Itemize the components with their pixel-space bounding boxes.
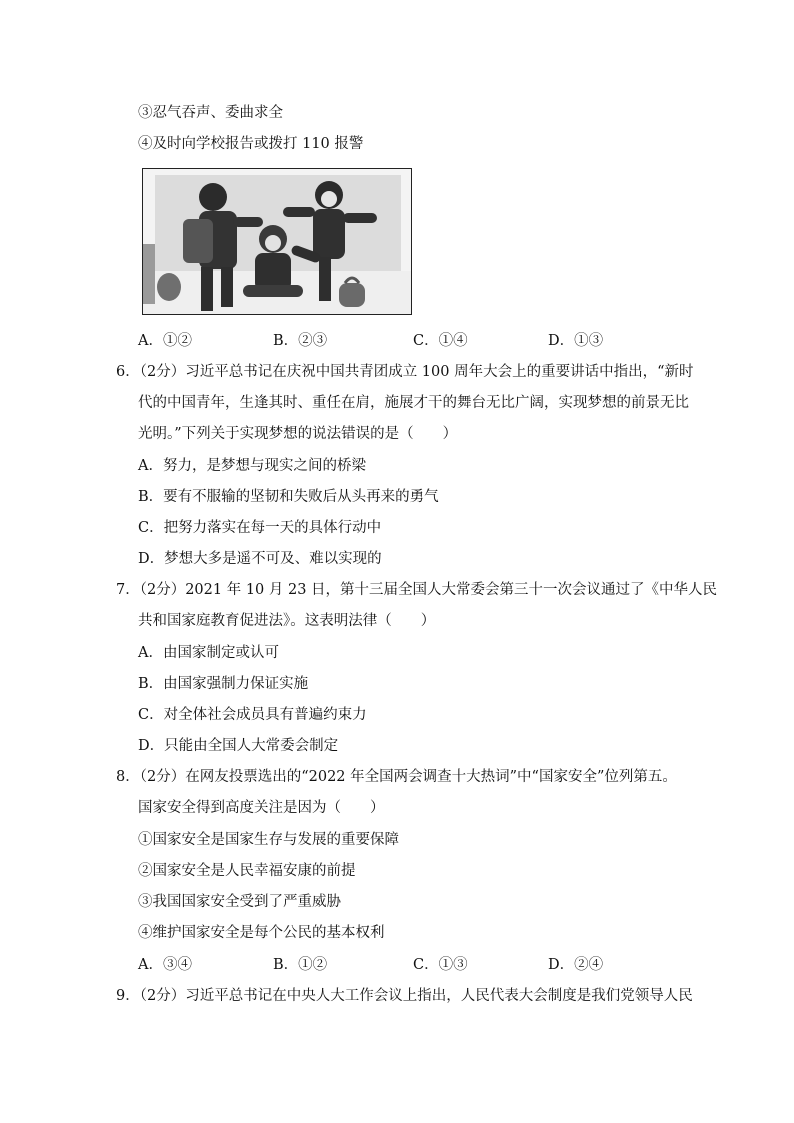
q8-option-d[interactable]: D．②④ [548,957,604,973]
q6-option-c[interactable]: C．把努力落实在每一天的具体行动中 [138,520,382,536]
q6-stem-line-2: 代的中国青年，生逢其时、重任在肩，施展才干的舞台无比广阔，实现梦想的前景无比 [138,395,689,411]
q6-option-a[interactable]: A．努力，是梦想与现实之间的桥梁 [138,458,366,474]
q8-item-3: ③我国国家安全受到了严重威胁 [138,894,341,910]
q8-option-a[interactable]: A．③④ [138,957,192,973]
q7-option-b[interactable]: B．由国家强制力保证实施 [138,676,309,692]
q8-item-1: ①国家安全是国家生存与发展的重要保障 [138,832,399,848]
q8-stem-line-2: 国家安全得到高度关注是因为（ ） [138,800,385,816]
q5-option-c[interactable]: C．①④ [413,333,468,349]
q9-stem-line-1: 9．（2分）习近平总书记在中央人大工作会议上指出，人民代表大会制度是我们党领导人民 [116,988,693,1004]
q6-option-b[interactable]: B．要有不服输的坚韧和失败后从头再来的勇气 [138,489,439,505]
q8-item-4: ④维护国家安全是每个公民的基本权利 [138,925,385,941]
q5-option-a[interactable]: A．①② [138,333,192,349]
q7-option-a[interactable]: A．由国家制定或认可 [138,645,279,661]
q8-option-c[interactable]: C．①③ [413,957,468,973]
q6-stem-line-1: 6．（2分）习近平总书记在庆祝中国共青团成立 100 周年大会上的重要讲话中指出，“新时 [116,364,694,380]
q5-item-3: ③忍气吞声、委曲求全 [138,105,283,121]
q5-item-4: ④及时向学校报告或拨打 110 报警 [138,136,364,152]
q5-option-d[interactable]: D．①③ [548,333,604,349]
q7-stem-line-2: 共和国家庭教育促进法》。这表明法律（ ） [138,613,436,629]
q6-stem-line-3: 光明。”下列关于实现梦想的说法错误的是（ ） [138,426,458,442]
q8-option-b[interactable]: B．①② [273,957,328,973]
q8-item-2: ②国家安全是人民幸福安康的前提 [138,863,356,879]
q6-option-d[interactable]: D．梦想大多是遥不可及、难以实现的 [138,551,382,567]
q7-stem-line-1: 7．（2分）2021 年 10 月 23 日，第十三届全国人大常委会第三十一次会议通过了《中华人民 [116,582,718,598]
q8-stem-line-1: 8．（2分）在网友投票选出的“2022 年全国两会调查十大热词”中“国家安全”位列第五。 [116,769,677,785]
bullying-illustration [142,168,412,315]
q5-option-b[interactable]: B．②③ [273,333,328,349]
q7-option-d[interactable]: D．只能由全国人大常委会制定 [138,738,339,754]
q7-option-c[interactable]: C．对全体社会成员具有普遍约束力 [138,707,367,723]
